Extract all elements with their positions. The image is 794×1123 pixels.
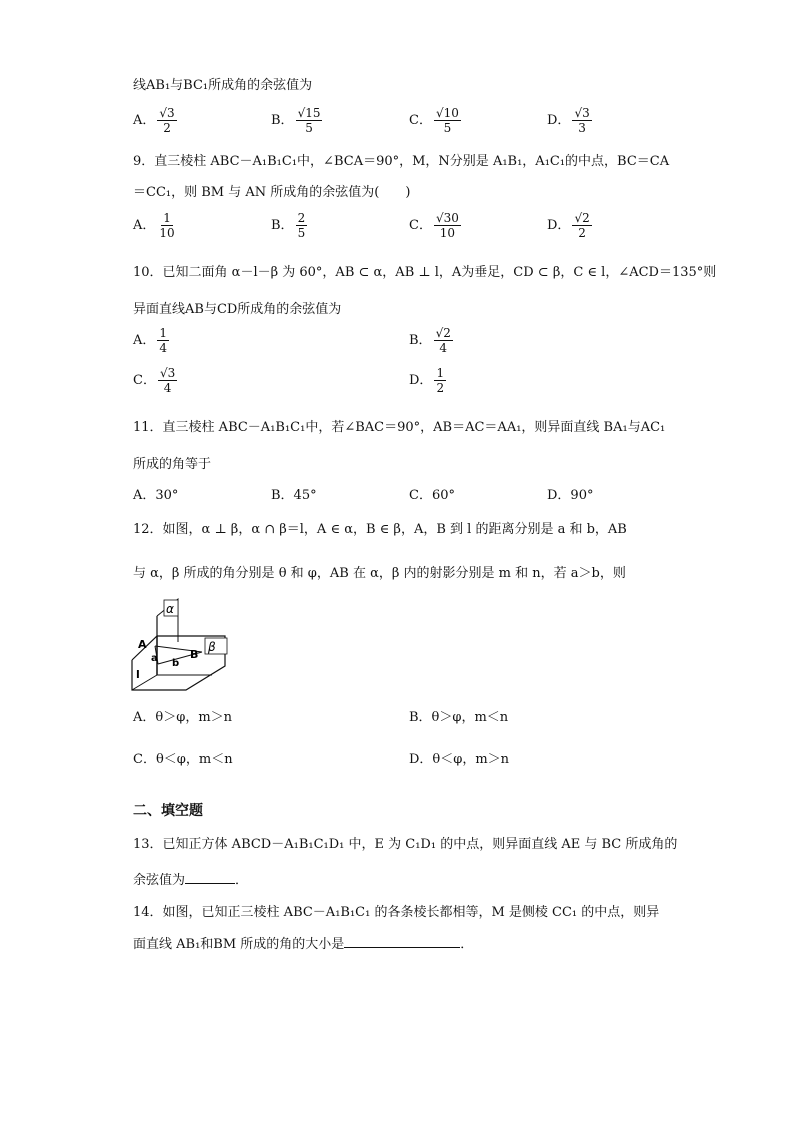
q9-option-b: B． $\frac{2}{5}$	[271, 211, 306, 240]
q10-option-b: B． $\frac{√2}{4}$	[409, 326, 451, 355]
q13-period: ．	[235, 873, 249, 888]
q13-answer-blank[interactable]	[185, 871, 235, 884]
q12-option-a: A．θ＞φ，m＞n	[133, 710, 233, 725]
q11-option-c: C．60°	[409, 488, 455, 503]
beta-label: β	[208, 640, 216, 654]
q14-answer-blank[interactable]	[344, 935, 460, 948]
q12-option-b: B．θ＞φ，m＜n	[409, 710, 509, 725]
q12-stem-line1: 12．如图，α ⊥ β，α ∩ β＝l，A ∈ α，B ∈ β，A，B 到 l 的距离分别是 a 和 b，AB	[133, 522, 627, 537]
q8-option-a: A． $\frac{√3}{2}$	[133, 106, 175, 135]
point-a-label: A	[138, 638, 147, 651]
q14-stem-line2	[133, 933, 473, 952]
q12-stem-line2: 与 α，β 所成的角分别是 θ 和 φ，AB 在 α，β 内的射影分别是 m 和 n，若 a＞b，则	[133, 566, 626, 581]
segment-b-label: b	[172, 658, 180, 669]
q9-stem-line1: 9．直三棱柱 ABC－A₁B₁C₁中，∠BCA＝90°，M，N分别是 A₁B₁，A₁C₁的中点，BC＝CA	[133, 154, 670, 169]
q8-option-b: B． $\frac{√15}{5}$	[271, 106, 321, 135]
section-title-fill-in: 二、填空题	[133, 803, 203, 819]
q11-option-a: A．30°	[133, 488, 179, 503]
q12-option-c: C．θ＜φ，m＜n	[133, 752, 233, 767]
q10-option-a: A． $\frac{1}{4}$	[133, 326, 168, 355]
line-l-label: l	[136, 668, 140, 681]
alpha-label: α	[166, 602, 174, 616]
q9-option-a: A． $\frac{1}{10}$	[133, 211, 175, 240]
q11-option-b: B．45°	[271, 488, 317, 503]
q10-stem-line2: 异面直线AB与CD所成角的余弦值为	[133, 302, 342, 317]
q11-stem-line1: 11．直三棱柱 ABC－A₁B₁C₁中，若∠BAC＝90°，AB＝AC＝AA₁，则异面直线 BA₁与AC₁	[133, 420, 666, 435]
q13-stem-line1: 13．已知正方体 ABCD－A₁B₁C₁D₁ 中，E 为 C₁D₁ 的中点，则异面直线 AE 与 BC 所成角的	[133, 837, 678, 852]
q13-stem-line2	[133, 869, 248, 888]
q9-option-d: D． $\frac{√2}{2}$	[547, 211, 590, 240]
q9-option-c: C． $\frac{√30}{10}$	[409, 211, 459, 240]
q9-stem-line2: ＝CC₁，则 BM 与 AN 所成角的余弦值为( )	[133, 185, 411, 200]
q8-stem-continuation: 线AB₁与BC₁所成角的余弦值为	[133, 78, 313, 93]
q14-period: ．	[460, 937, 474, 952]
segment-a-label: a	[151, 653, 158, 664]
q10-option-c: C． $\frac{√3}{4}$	[133, 366, 176, 395]
q14-stem-line1: 14．如图，已知正三棱柱 ABC－A₁B₁C₁ 的各条棱长都相等，M 是侧棱 CC₁ 的中点，则异	[133, 905, 660, 920]
q10-option-d: D． $\frac{1}{2}$	[409, 366, 445, 395]
q8-option-c: C． $\frac{√10}{5}$	[409, 106, 459, 135]
q10-stem-line1: 10．已知二面角 α－l－β 为 60°，AB ⊂ α，AB ⊥ l，A为垂足，CD ⊂ β，C ∈ l，∠ACD＝135°则	[133, 265, 717, 280]
dihedral-figure	[130, 592, 240, 692]
q14-stem-text: 面直线 AB₁和BM 所成的角的大小是	[133, 937, 345, 952]
point-b-label: B	[190, 648, 199, 661]
q11-option-d: D．90°	[547, 488, 594, 503]
q8-option-d: D． $\frac{√3}{3}$	[547, 106, 590, 135]
q12-option-d: D．θ＜φ，m＞n	[409, 752, 510, 767]
q13-stem-text: 余弦值为	[133, 873, 186, 888]
q11-stem-line2: 所成的角等于	[133, 457, 212, 472]
